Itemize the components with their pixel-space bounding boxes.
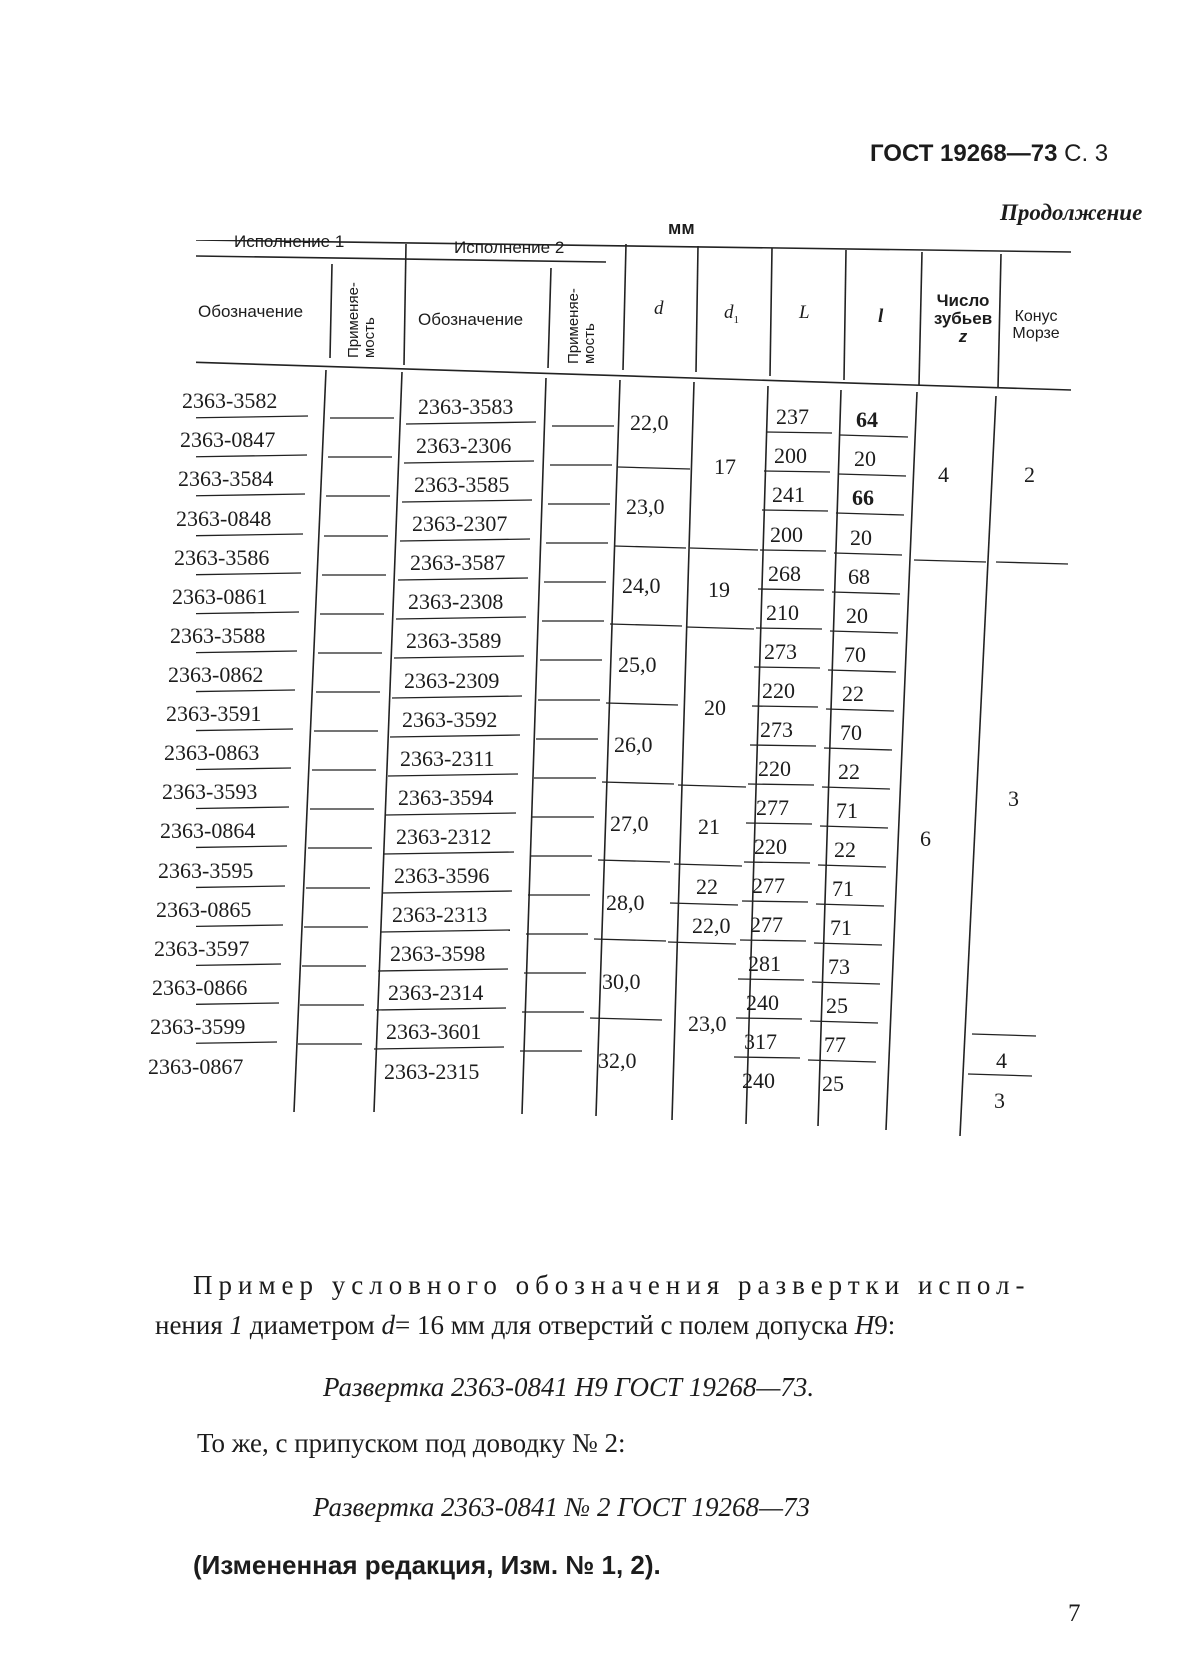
L-value: 240 [746,990,779,1015]
d1-value: 21 [698,814,720,839]
exec1-designation: 2363-0865 [156,897,252,922]
exec2-designation: 2363-3592 [402,707,498,732]
L-value: 317 [744,1029,777,1054]
exec1-designation: 2363-3599 [150,1014,246,1039]
l-value: 66 [852,485,874,510]
col-sep-1 [330,264,332,358]
d-value: 32,0 [598,1048,637,1073]
group-header-exec1: Исполнение 1 [234,232,345,251]
col-header-applicability-1: Применяе- мость [345,282,378,358]
col-sep-6 [770,248,772,376]
cone-value: 2 [1024,462,1035,487]
col-header-designation-1: Обозначение [198,302,304,321]
exec2-designation: 2363-2309 [404,668,500,693]
exec2-designation: 2363-2307 [412,511,508,536]
exec1-designation: 2363-0847 [180,427,276,452]
col-sep-2 [404,244,406,365]
col-sep-7 [844,250,846,380]
cone-value: 3 [1008,786,1019,811]
l-value: 71 [836,798,858,823]
header-bottom-rule [196,362,1071,390]
exec2-designation: 2363-3585 [414,472,510,497]
L-value: 200 [774,443,807,468]
col-header-l: l [878,306,884,327]
exec2-designation: 2363-2308 [408,589,504,614]
l-value: 71 [830,915,852,940]
group-header-exec2: Исполнение 2 [454,238,565,257]
col-header-cone: Конус Морзе [1012,308,1060,342]
col-sep-3 [548,268,551,368]
col-header-L: L [799,302,810,323]
col-header-designation-2: Обозначение [418,310,524,329]
l-value: 25 [822,1071,844,1096]
L-value: 200 [770,522,803,547]
exec1-designation: 2363-3597 [154,936,250,961]
L-value: 237 [776,404,809,429]
teeth-value: 4 [938,462,949,487]
exec2-designation: 2363-3583 [418,394,514,419]
l-value: 70 [844,642,866,667]
exec2-designation: 2363-3594 [398,785,494,810]
body-sep-1 [294,370,326,1112]
d-value: 24,0 [622,573,661,598]
exec2-designation: 2363-2314 [388,980,484,1005]
example-paragraph-line2: нения 1 диаметром d= 16 мм для отверстий с полем допуска Н9: [155,1310,896,1340]
dimension-table [148,232,1144,1220]
col-sep-8 [919,252,922,385]
l-value: 22 [834,837,856,862]
L-value: 277 [756,795,789,820]
body-sep-5 [672,382,694,1120]
d-value: 23,0 [626,494,665,519]
l-value: 73 [828,954,850,979]
exec1-designation: 2363-0862 [168,662,264,687]
d1-value: 20 [704,695,726,720]
exec2-designation: 2363-2311 [400,746,495,771]
d-value: 22,0 [630,410,669,435]
col-header-d: d [654,298,664,319]
l-value: 68 [848,564,870,589]
example-paragraph-line1: Пример условного обозначения развертки испол- [193,1270,1031,1300]
d-value: 26,0 [614,732,653,757]
col-sep-4 [623,244,626,370]
L-value: 241 [772,482,805,507]
col-sep-9 [998,254,1001,388]
exec1-designation: 2363-0863 [164,740,260,765]
continuation-label: Продолжение [1000,200,1143,225]
exec1-designation: 2363-0861 [172,584,268,609]
exec2-designation: 2363-2315 [384,1059,480,1084]
L-value: 210 [766,600,799,625]
exec2-designation: 2363-2306 [416,433,512,458]
col-header-applicability-2: Применяе- мость [565,288,598,364]
body-sep-3 [522,378,546,1114]
col-header-d1: $d_1$ [724,302,739,326]
exec1-designation: 2363-3593 [162,779,258,804]
d1-value: 23,0 [688,1011,727,1036]
exec2-designation: 2363-3598 [390,941,486,966]
standard-number: ГОСТ 19268—73 [870,140,1058,167]
L-value: 281 [748,951,781,976]
L-value: 273 [760,717,793,742]
d-value: 27,0 [610,811,649,836]
exec2-designation: 2363-3587 [410,550,506,575]
l-value: 77 [824,1032,846,1057]
L-value: 268 [768,561,801,586]
d-value: 30,0 [602,969,641,994]
unit-label: мм [668,218,695,238]
designation-example-1: Развертка 2363-0841 Н9 ГОСТ 19268—73. [323,1372,815,1402]
l-value: 22 [838,759,860,784]
cone-value: 3 [994,1088,1005,1113]
d1-value: 22 [696,874,718,899]
exec1-designation: 2363-3591 [166,701,262,726]
amendment-note: (Измененная редакция, Изм. № 1, 2). [193,1550,661,1580]
d1-value: 19 [708,577,730,602]
exec1-designation: 2363-3584 [178,466,274,491]
l-value: 64 [856,407,878,432]
L-value: 273 [764,639,797,664]
exec2-designation: 2363-3589 [406,628,502,653]
page-header [870,140,1108,168]
L-value: 220 [758,756,791,781]
l-value: 20 [850,525,872,550]
l-value: 20 [854,446,876,471]
L-value: 277 [750,912,783,937]
L-value: 277 [752,873,785,898]
page-label: С. 3 [1064,140,1109,167]
L-value: 240 [742,1068,775,1093]
l-value: 71 [832,876,854,901]
L-value: 220 [754,834,787,859]
exec1-designation: 2363-0866 [152,975,248,1000]
exec1-designation: 2363-0864 [160,818,256,843]
l-value: 20 [846,603,868,628]
designation-example-2: Развертка 2363-0841 № 2 ГОСТ 19268—73 [313,1492,811,1522]
d-value: 25,0 [618,652,657,677]
l-value: 70 [840,720,862,745]
same-with-allowance: То же, с припуском под доводку № 2: [197,1428,626,1458]
l-value: 25 [826,993,848,1018]
body-sep-9 [960,396,996,1136]
exec1-designation: 2363-3595 [158,858,254,883]
L-value: 220 [762,678,795,703]
exec2-designation: 2363-2313 [392,902,488,927]
exec1-designation: 2363-3588 [170,623,266,648]
exec1-designation: 2363-0867 [148,1054,244,1079]
col-header-teeth: Число зубьев z [933,291,993,346]
exec1-designation: 2363-0848 [176,506,272,531]
d1-value: 22,0 [692,913,731,938]
page-number: 7 [1068,1600,1081,1627]
d1-value: 17 [714,454,736,479]
teeth-value: 6 [920,826,931,851]
exec2-designation: 2363-3596 [394,863,490,888]
exec1-designation: 2363-3582 [182,388,278,413]
col-sep-5 [696,246,698,372]
exec1-designation: 2363-3586 [174,545,270,570]
d-value: 28,0 [606,890,645,915]
cone-value: 4 [996,1048,1007,1073]
exec2-designation: 2363-2312 [396,824,492,849]
body-sep-8 [886,392,917,1130]
exec2-designation: 2363-3601 [386,1019,482,1044]
l-value: 22 [842,681,864,706]
